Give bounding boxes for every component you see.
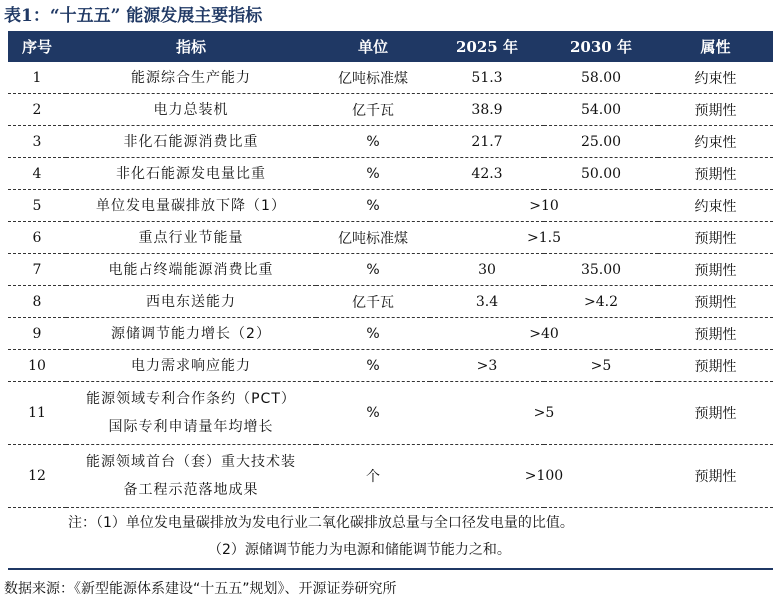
table-row [8,62,773,94]
row-merged-value: >100 [430,445,658,508]
indicator-table-container [8,31,773,570]
row-2030: 50.00 [544,158,658,190]
header-2025: 2025 年 [430,31,544,62]
row-indicator: 非化石能源消费比重 [66,126,316,158]
row-indicator: 能源综合生产能力 [66,62,316,94]
row-attribute: 预期性 [658,286,773,318]
indicator-table [8,31,773,570]
row-2025: 30 [430,254,544,286]
table-row [8,445,773,508]
row-2025: 38.9 [430,94,544,126]
row-attribute: 预期性 [658,318,773,350]
row-unit: % [316,126,430,158]
row-2030: 54.00 [544,94,658,126]
table-row [8,222,773,254]
row-no: 7 [8,254,66,286]
row-no: 11 [8,382,66,445]
row-no: 2 [8,94,66,126]
row-merged-value: >1.5 [430,222,658,254]
table-header-row [8,31,773,62]
row-indicator: 非化石能源发电量比重 [66,158,316,190]
row-attribute: 预期性 [658,254,773,286]
row-indicator: 重点行业节能量 [66,222,316,254]
row-attribute: 约束性 [658,126,773,158]
row-unit: 个 [316,445,430,508]
row-no: 5 [8,190,66,222]
header-indicator: 指标 [66,31,316,62]
row-attribute: 预期性 [658,158,773,190]
row-unit: 亿吨标准煤 [316,62,430,94]
row-unit: % [316,318,430,350]
row-indicator [66,445,316,508]
table-row [8,350,773,382]
row-indicator: 源储调节能力增长（2） [66,318,316,350]
row-attribute: 预期性 [658,382,773,445]
row-indicator: 电能占终端能源消费比重 [66,254,316,286]
row-unit: 亿吨标准煤 [316,222,430,254]
row-indicator: 电力需求响应能力 [66,350,316,382]
header-2030: 2030 年 [544,31,658,62]
table-row [8,94,773,126]
header-unit: 单位 [316,31,430,62]
table-notes [8,508,773,570]
row-indicator: 单位发电量碳排放下降（1） [66,190,316,222]
row-unit: 亿千瓦 [316,94,430,126]
row-unit: 亿千瓦 [316,286,430,318]
row-no: 1 [8,62,66,94]
row-2025: 3.4 [430,286,544,318]
row-merged-value: >5 [430,382,658,445]
table-notes-row [8,508,773,570]
row-unit: % [316,190,430,222]
row-2030: >5 [544,350,658,382]
row-indicator-line: 国际专利申请量年均增长 [108,419,274,435]
table-note: （2）源储调节能力为电源和储能调节能力之和。 [208,542,511,558]
table-note: 注：（1）单位发电量碳排放为发电行业二氧化碳排放总量与全口径发电量的比值。 [68,515,574,531]
table-row [8,190,773,222]
header-no: 序号 [8,31,66,62]
row-no: 8 [8,286,66,318]
row-no: 3 [8,126,66,158]
row-indicator-line: 能源领域首台（套）重大技术装 [86,454,296,470]
table-row [8,318,773,350]
row-merged-value: >40 [430,318,658,350]
row-indicator-line: 备工程示范落地成果 [123,482,259,498]
row-no: 4 [8,158,66,190]
row-2025: >3 [430,350,544,382]
table-row [8,254,773,286]
row-2030: 35.00 [544,254,658,286]
row-unit: % [316,350,430,382]
row-attribute: 预期性 [658,222,773,254]
row-indicator-line: 能源领域专利合作条约（PCT） [86,391,296,407]
row-indicator: 西电东送能力 [66,286,316,318]
row-2030: 25.00 [544,126,658,158]
row-indicator [66,382,316,445]
row-unit: % [316,382,430,445]
row-no: 12 [8,445,66,508]
row-attribute: 预期性 [658,350,773,382]
row-attribute: 预期性 [658,94,773,126]
row-no: 9 [8,318,66,350]
header-attribute: 属性 [658,31,773,62]
row-2030: 58.00 [544,62,658,94]
row-2025: 51.3 [430,62,544,94]
row-attribute: 约束性 [658,190,773,222]
row-attribute: 预期性 [658,445,773,508]
table-title: 表1：“十五五” 能源发展主要指标 [4,6,263,26]
row-2025: 21.7 [430,126,544,158]
table-row [8,126,773,158]
row-indicator: 电力总装机 [66,94,316,126]
row-attribute: 约束性 [658,62,773,94]
table-row [8,286,773,318]
row-unit: % [316,254,430,286]
table-row [8,382,773,445]
row-no: 6 [8,222,66,254]
row-2025: 42.3 [430,158,544,190]
row-merged-value: >10 [430,190,658,222]
row-2030: >4.2 [544,286,658,318]
row-unit: % [316,158,430,190]
row-no: 10 [8,350,66,382]
data-source: 数据来源：《新型能源体系建设“十五五”规划》、开源证券研究所 [4,581,397,597]
table-row [8,158,773,190]
